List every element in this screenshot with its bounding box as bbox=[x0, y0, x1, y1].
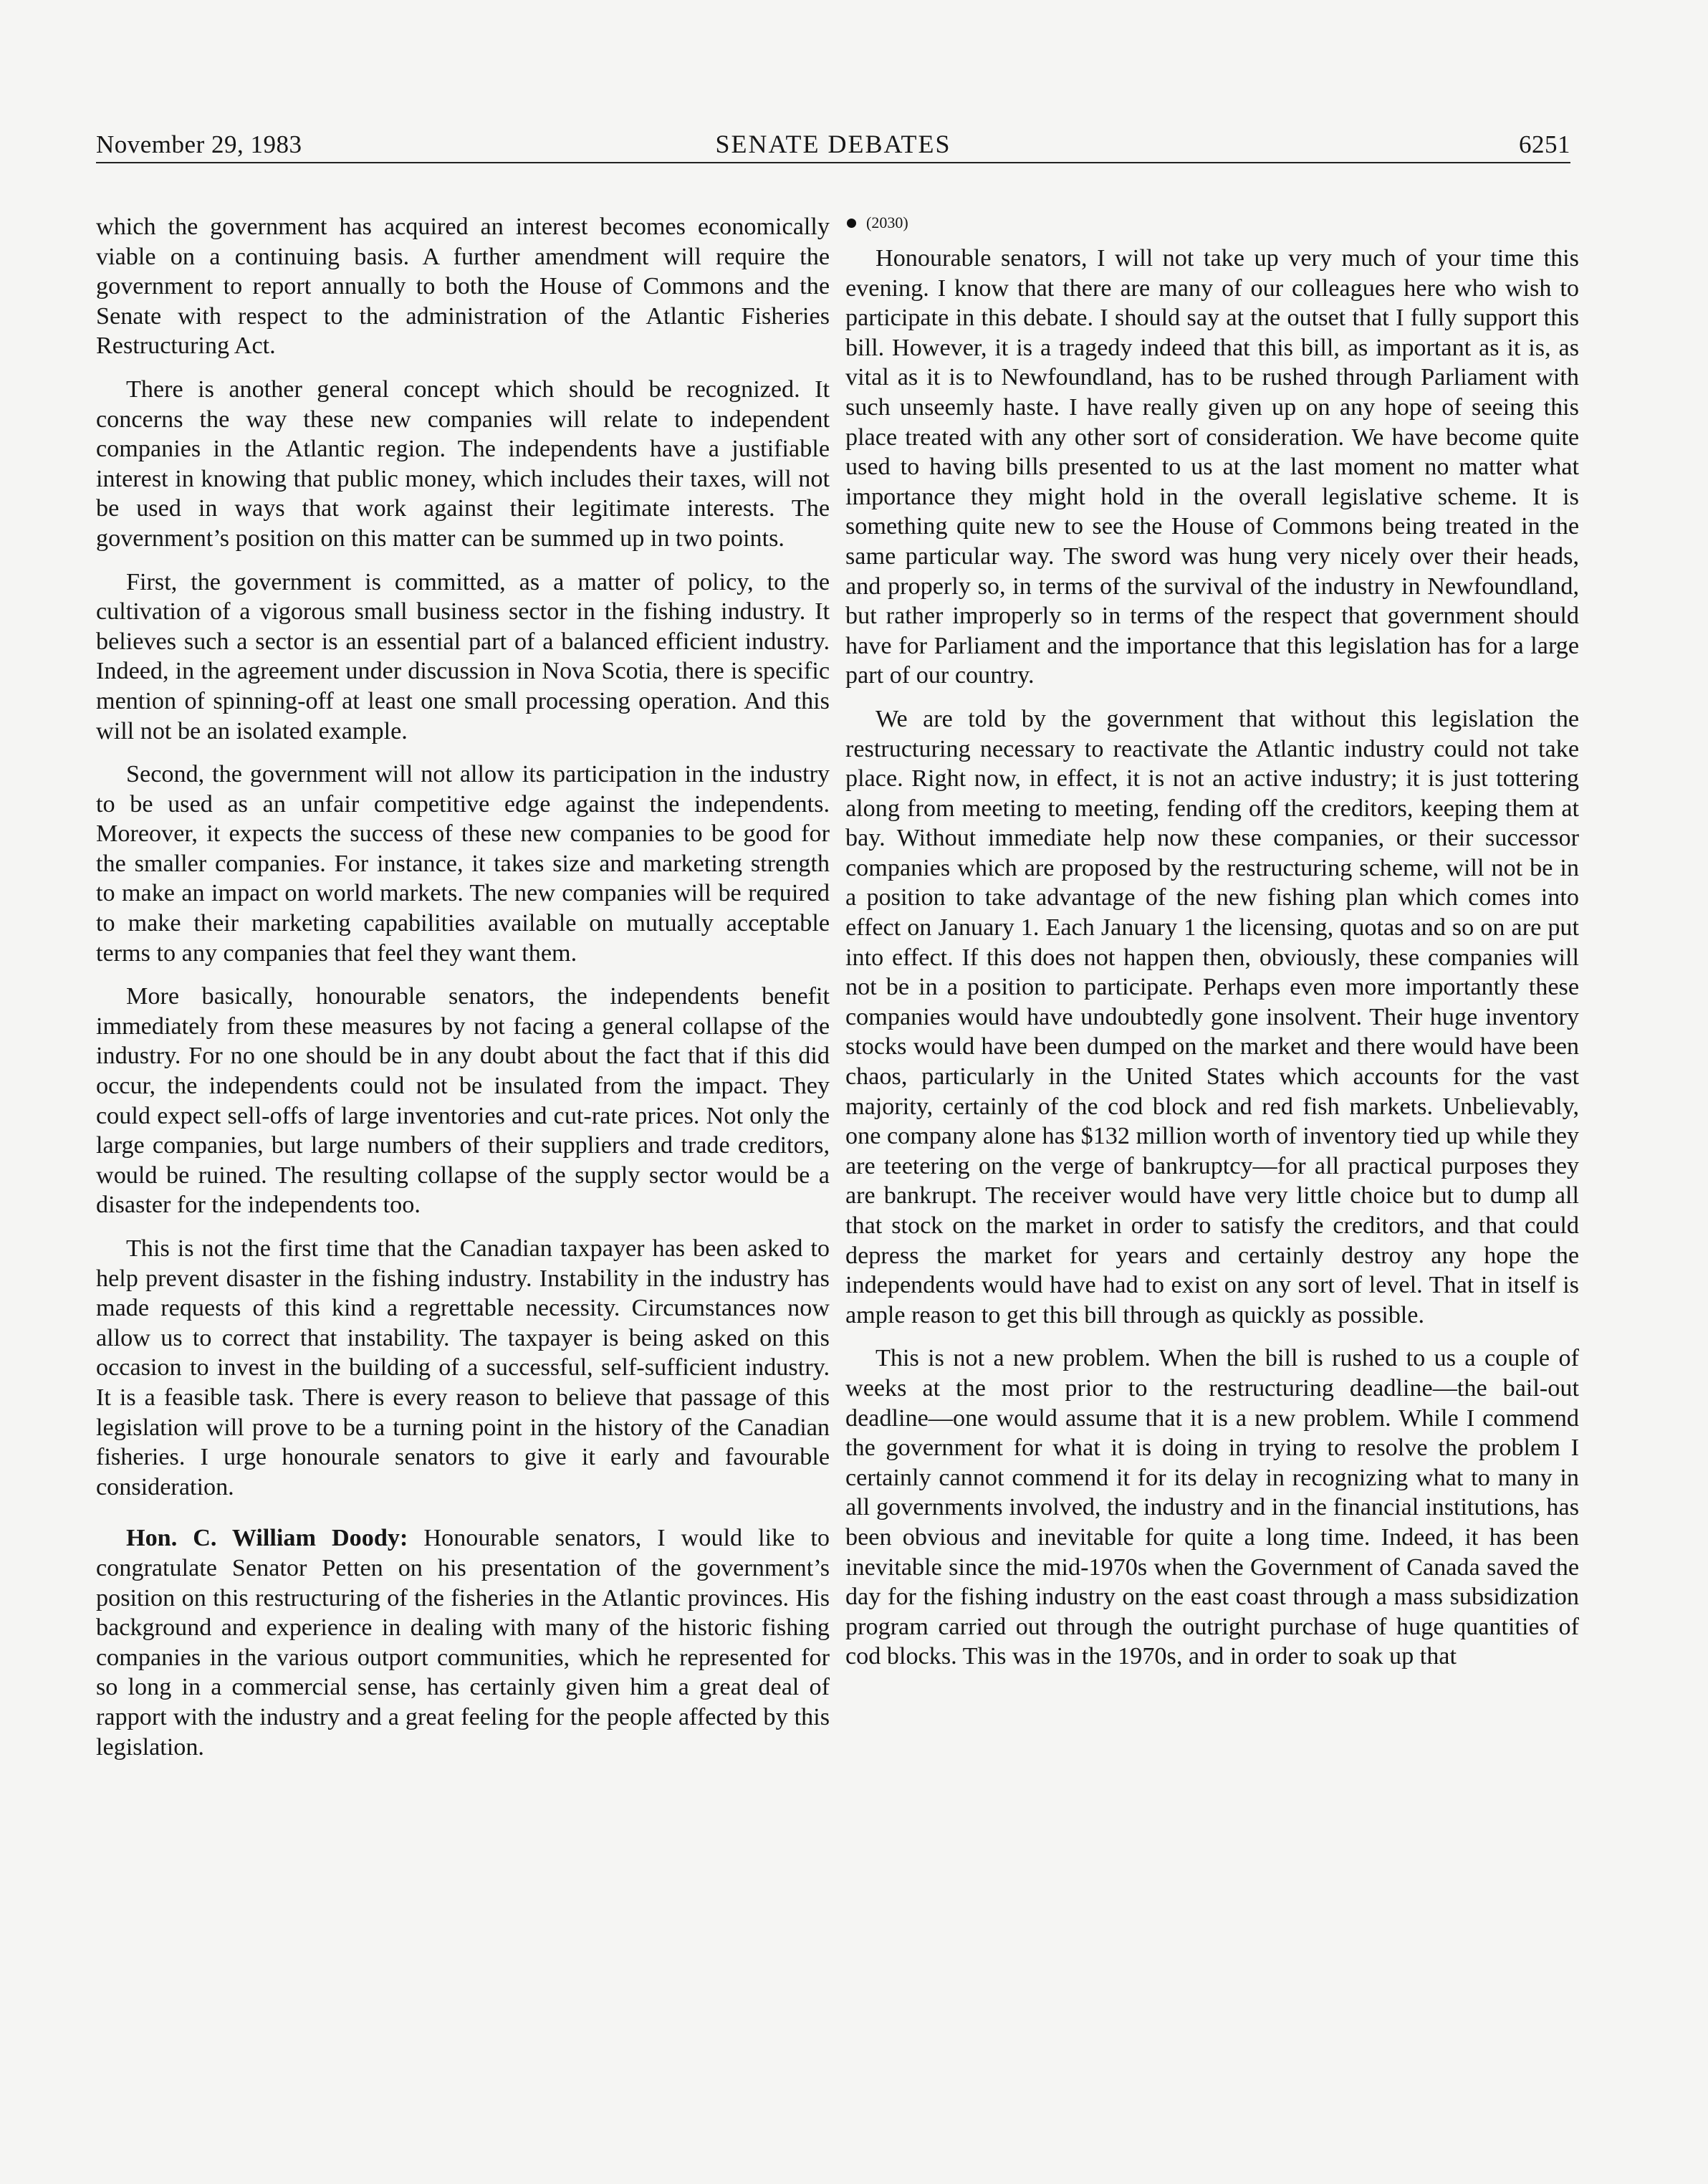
speech-text: Honourable senators, I would like to congratulate Senator Petten on his presentation of the government’s position on this restructuring of the fisheries in the Atlantic provinces. His background and experience in dealing with many of the historic fishing companies in the various outport communities, which he represented for so long in a commercial sense, has certainly given him a great deal of rapport with the industry and a great feeling for the people affected by this legislation. bbox=[96, 1525, 830, 1761]
time-marker-text: (2030) bbox=[866, 214, 908, 231]
speech-paragraph bbox=[96, 1523, 830, 1762]
paragraph: Second, the government will not allow its participation in the industry to be used as an unfair competitive edge against the independents. Moreover, it expects the success of these new companies to be good for the smaller companies. For instance, it takes size and marketing strength to make an impact on world markets. The new companies will be required to make their marketing capabilities available on mutually acceptable terms to any companies that feel they want them. bbox=[96, 761, 830, 967]
left-column bbox=[96, 212, 830, 1776]
bullet-icon bbox=[847, 219, 856, 228]
paragraph: Honourable senators, I will not take up very much of your time this evening. I know that there are many of our colleagues here who wish to participate in this debate. I should say at the outset that I fully support this bill. However, it is a tragedy indeed that this bill, as important as it is, as vital as it is to Newfoundland, has to be rushed through Parliament with such unseemly haste. I have really given up on any hope of seeing this place treated with any other sort of consideration. We have become quite used to having bills presented to us at the last moment no matter what importance they might hold in the overall legislative scheme. It is something quite new to see the House of Commons being treated in the same particular way. The sword was hung very nicely over their heads, and properly so, in terms of the survival of the industry in Newfoundland, but rather improperly so in terms of the respect that government should have for Parliament and the importance that this legislation has for a large part of our country. bbox=[845, 245, 1579, 689]
paragraph: There is another general concept which should be recognized. It concerns the way these new companies will relate to independent companies in the Atlantic region. The independents have a justifiable interest in knowing that public money, which includes their taxes, will not be used in ways that work against their legitimate interests. The government’s position on this matter can be summed up in two points. bbox=[96, 375, 830, 552]
paragraph: which the government has acquired an interest becomes economically viable on a continuing basis. A further amendment will require the government to report annually to both the House of Commons and the Senate with respect to the administration of the Atlantic Fisheries Restructuring Act. bbox=[96, 214, 830, 360]
time-marker bbox=[845, 212, 1579, 234]
paragraph: This is not a new problem. When the bill is rushed to us a couple of weeks at the most prior to the restructuring deadline—the bail-out deadline—one would assume that it is a new problem. While I commend the government for what it is doing in trying to resolve the problem I certainly cannot commend it for its delay in recognizing what to many in all governments involved, the industry and in the financial institutions, has been obvious and inevitable for quite a long time. Indeed, it has been inevitable since the mid-1970s when the Government of Canada saved the day for the fishing industry on the east coast through a mass subsidization program carried out through the outright purchase of huge quantities of cod blocks. This was in the 1970s, and in order to soak up that bbox=[845, 1345, 1579, 1670]
header-date: November 29, 1983 bbox=[96, 130, 302, 158]
header-page-number: 6251 bbox=[1519, 130, 1570, 158]
page-header bbox=[96, 126, 1570, 163]
paragraph: First, the government is committed, as a matter of policy, to the cultivation of a vigorous small business sector in the fishing industry. It believes such a sector is an essential part of a balanced efficient industry. Indeed, in the agreement under discussion in Nova Scotia, there is specific mention of spinning-off at least one small processing operation. And this will not be an isolated example. bbox=[96, 568, 830, 744]
paragraph: More basically, honourable senators, the independents benefit immediately from these measures by not facing a general collapse of the industry. For no one should be in any doubt about the fact that if this did occur, the independents could not be insulated from the impact. They could expect sell-offs of large inventories and cut-rate prices. Not only the large companies, but large numbers of their suppliers and trade creditors, would be ruined. The resulting collapse of the supply sector would be a disaster for the independents too. bbox=[96, 983, 830, 1219]
speaker-name: Hon. C. William Doody: bbox=[126, 1525, 408, 1552]
header-title: SENATE DEBATES bbox=[715, 130, 951, 158]
right-column bbox=[845, 212, 1579, 1685]
paragraph: This is not the first time that the Canadian taxpayer has been asked to help prevent disaster in the fishing industry. Instability in the industry has made requests of this kind a regrettable necessity. Circumstances now allow us to correct that instability. The taxpayer is being asked on this occasion to invest in the building of a successful, self-sufficient industry. It is a feasible task. There is every reason to believe that passage of this legislation will prove to be a turning point in the history of the Canadian fisheries. I urge honourale senators to give it early and favourable consideration. bbox=[96, 1235, 830, 1500]
paragraph: We are told by the government that without this legislation the restructuring necessary to reactivate the Atlantic industry could not take place. Right now, in effect, it is not an active industry; it is just tottering along from meeting to meeting, fending off the creditors, keeping them at bay. Without immediate help now these companies, or their successor companies which are proposed by the restructuring scheme, will not be in a position to take advantage of the new fishing plan which comes into effect on January 1. Each January 1 the licensing, quotas and so on are put into effect. If this does not happen then, obviously, these companies will not be in a position to participate. Perhaps even more importantly these companies would have undoubtedly gone insolvent. Their huge inventory stocks would have been dumped on the market and there would have been chaos, particularly in the United States which accounts for the vast majority, certainly of the cod block and red fish markets. Unbelievably, one company alone has $132 million worth of inventory tied up while they are teetering on the verge of bankruptcy—for all practical purposes they are bankrupt. The receiver would have very little choice but to dump all that stock on the market in order to satisfy the creditors, and that could depress the market for years and certainly destroy any hope the independents would have had to exist on any sort of level. That in itself is ample reason to get this bill through as quickly as possible. bbox=[845, 705, 1579, 1328]
